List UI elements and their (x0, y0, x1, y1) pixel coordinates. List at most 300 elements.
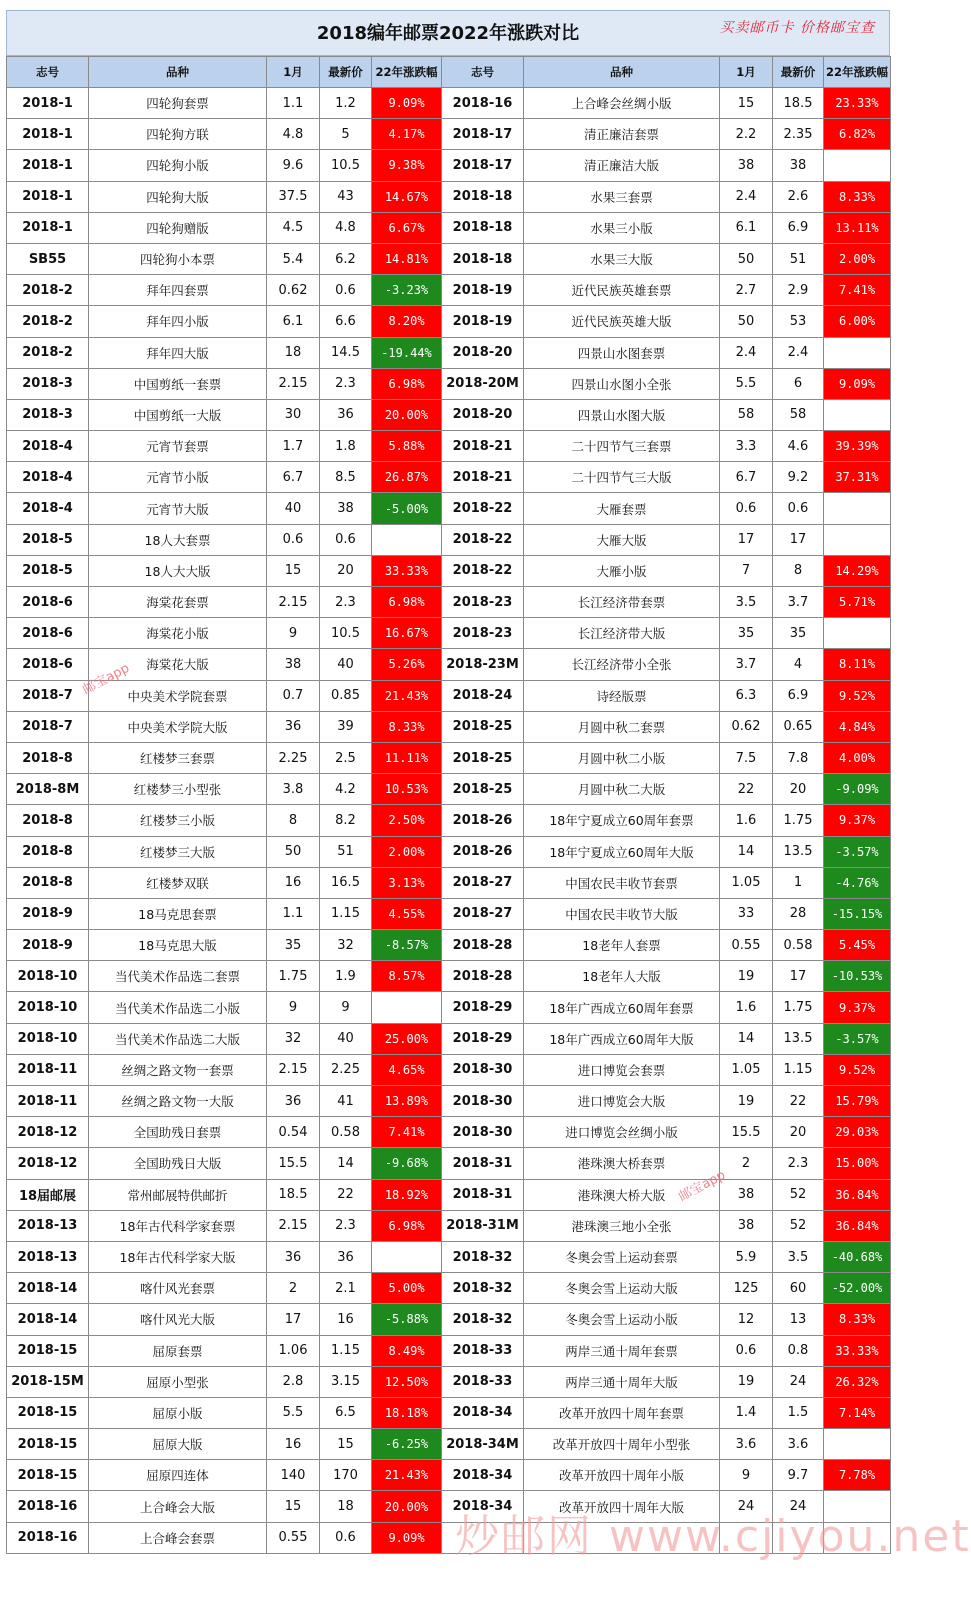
left-name-cell: 拜年四大版 (89, 337, 267, 368)
table-row (7, 462, 891, 493)
right-change-cell: 9.52% (824, 680, 891, 711)
left-change-cell: 11.11% (372, 742, 442, 773)
right-name-cell: 改革开放四十周年大版 (524, 1491, 720, 1522)
left-jan-price-cell: 2.8 (267, 1366, 320, 1397)
right-jan-price-cell: 125 (720, 1273, 773, 1304)
right-latest-price-cell: 24 (773, 1366, 824, 1397)
col-header: 22年涨跌幅 (824, 57, 891, 88)
right-change-cell: -3.57% (824, 1023, 891, 1054)
col-header: 品种 (89, 57, 267, 88)
table-row (7, 1429, 891, 1460)
left-change-cell: 8.57% (372, 961, 442, 992)
left-latest-price-cell: 16 (320, 1304, 372, 1335)
left-code-cell: 2018-7 (7, 680, 89, 711)
right-latest-price-cell: 2.9 (773, 275, 824, 306)
table-row (7, 1179, 891, 1210)
table-row (7, 961, 891, 992)
left-code-cell: 2018-15 (7, 1429, 89, 1460)
left-change-cell: 2.50% (372, 805, 442, 836)
left-jan-price-cell: 5.5 (267, 1397, 320, 1428)
right-change-cell (824, 493, 891, 524)
left-code-cell: 2018-1 (7, 88, 89, 119)
right-change-cell: 8.33% (824, 1304, 891, 1335)
left-jan-price-cell: 0.62 (267, 275, 320, 306)
left-change-cell: 16.67% (372, 618, 442, 649)
right-name-cell: 月圆中秋二小版 (524, 742, 720, 773)
right-change-cell: 39.39% (824, 431, 891, 462)
right-name-cell: 诗经版票 (524, 680, 720, 711)
left-name-cell: 中央美术学院大版 (89, 711, 267, 742)
right-code-cell: 2018-29 (442, 1023, 524, 1054)
table-row (7, 1397, 891, 1428)
left-name-cell: 丝绸之路文物一套票 (89, 1054, 267, 1085)
table-row (7, 524, 891, 555)
left-code-cell: 2018-13 (7, 1241, 89, 1272)
left-latest-price-cell: 40 (320, 1023, 372, 1054)
right-name-cell: 上合峰会丝绸小版 (524, 88, 720, 119)
right-name-cell: 进口博览会丝绸小版 (524, 1117, 720, 1148)
left-name-cell: 屈原套票 (89, 1335, 267, 1366)
right-code-cell: 2018-23 (442, 618, 524, 649)
right-code-cell: 2018-22 (442, 524, 524, 555)
right-name-cell: 两岸三通十周年大版 (524, 1366, 720, 1397)
right-latest-price-cell: 22 (773, 1086, 824, 1117)
left-code-cell: 2018-16 (7, 1491, 89, 1522)
left-code-cell: 2018-3 (7, 399, 89, 430)
right-jan-price-cell: 24 (720, 1491, 773, 1522)
left-latest-price-cell: 2.3 (320, 1210, 372, 1241)
col-header: 22年涨跌幅 (372, 57, 442, 88)
right-code-cell: 2018-26 (442, 805, 524, 836)
right-latest-price-cell: 3.6 (773, 1429, 824, 1460)
right-code-cell: 2018-34 (442, 1491, 524, 1522)
table-row (7, 774, 891, 805)
table-row (7, 1366, 891, 1397)
left-change-cell: 14.81% (372, 243, 442, 274)
right-name-cell: 冬奥会雪上运动小版 (524, 1304, 720, 1335)
left-latest-price-cell: 6.5 (320, 1397, 372, 1428)
left-name-cell: 海棠花小版 (89, 618, 267, 649)
right-change-cell: 7.78% (824, 1460, 891, 1491)
right-code-cell: 2018-31 (442, 1179, 524, 1210)
right-change-cell (824, 1429, 891, 1460)
left-name-cell: 红楼梦三大版 (89, 836, 267, 867)
left-latest-price-cell: 1.15 (320, 898, 372, 929)
right-name-cell: 月圆中秋二套票 (524, 711, 720, 742)
right-change-cell: 7.41% (824, 275, 891, 306)
right-code-cell: 2018-29 (442, 992, 524, 1023)
right-change-cell: 8.33% (824, 181, 891, 212)
right-change-cell: 9.37% (824, 805, 891, 836)
right-code-cell: 2018-19 (442, 306, 524, 337)
left-change-cell: 3.13% (372, 867, 442, 898)
left-jan-price-cell: 16 (267, 1429, 320, 1460)
left-code-cell: 2018-15 (7, 1397, 89, 1428)
left-latest-price-cell: 4.2 (320, 774, 372, 805)
right-change-cell: 14.29% (824, 555, 891, 586)
left-code-cell: 2018-13 (7, 1210, 89, 1241)
left-jan-price-cell: 2.15 (267, 587, 320, 618)
left-latest-price-cell: 22 (320, 1179, 372, 1210)
right-jan-price-cell: 14 (720, 836, 773, 867)
left-name-cell: 中国剪纸一套票 (89, 368, 267, 399)
right-name-cell: 清正廉洁套票 (524, 119, 720, 150)
right-latest-price-cell: 52 (773, 1210, 824, 1241)
right-name-cell: 水果三套票 (524, 181, 720, 212)
right-latest-price-cell: 60 (773, 1273, 824, 1304)
right-code-cell: 2018-33 (442, 1335, 524, 1366)
left-latest-price-cell: 1.15 (320, 1335, 372, 1366)
right-jan-price-cell: 1.05 (720, 867, 773, 898)
left-latest-price-cell: 32 (320, 930, 372, 961)
right-name-cell: 二十四节气三套票 (524, 431, 720, 462)
right-code-cell: 2018-34 (442, 1460, 524, 1491)
right-code-cell: 2018-30 (442, 1086, 524, 1117)
left-jan-price-cell: 35 (267, 930, 320, 961)
left-code-cell: 2018-6 (7, 618, 89, 649)
right-latest-price-cell: 24 (773, 1491, 824, 1522)
col-header: 最新价 (773, 57, 824, 88)
left-code-cell: 2018-2 (7, 337, 89, 368)
left-name-cell: 海棠花大版 (89, 649, 267, 680)
left-latest-price-cell: 40 (320, 649, 372, 680)
right-latest-price-cell: 6 (773, 368, 824, 399)
right-code-cell: 2018-18 (442, 181, 524, 212)
right-latest-price-cell: 1.75 (773, 805, 824, 836)
left-latest-price-cell: 3.15 (320, 1366, 372, 1397)
right-name-cell: 港珠澳大桥大版 (524, 1179, 720, 1210)
left-code-cell: 2018-8M (7, 774, 89, 805)
left-jan-price-cell: 37.5 (267, 181, 320, 212)
right-latest-price-cell: 8 (773, 555, 824, 586)
right-code-cell: 2018-23 (442, 587, 524, 618)
right-name-cell: 港珠澳三地小全张 (524, 1210, 720, 1241)
left-change-cell: 13.89% (372, 1086, 442, 1117)
left-code-cell: 2018-12 (7, 1117, 89, 1148)
left-jan-price-cell: 1.75 (267, 961, 320, 992)
right-code-cell: 2018-21 (442, 462, 524, 493)
right-code-cell: 2018-23M (442, 649, 524, 680)
left-code-cell: 2018-2 (7, 306, 89, 337)
left-change-cell: -6.25% (372, 1429, 442, 1460)
table-row (7, 587, 891, 618)
left-change-cell: 9.09% (372, 1522, 442, 1553)
table-row (7, 1241, 891, 1272)
table-row (7, 1273, 891, 1304)
left-jan-price-cell: 15.5 (267, 1148, 320, 1179)
right-latest-price-cell: 13.5 (773, 836, 824, 867)
right-code-cell: 2018-18 (442, 243, 524, 274)
table-row (7, 1335, 891, 1366)
right-jan-price-cell: 5.5 (720, 368, 773, 399)
right-latest-price-cell: 1.15 (773, 1054, 824, 1085)
left-latest-price-cell: 51 (320, 836, 372, 867)
right-change-cell: 15.79% (824, 1086, 891, 1117)
left-latest-price-cell: 2.3 (320, 587, 372, 618)
right-code-cell: 2018-20 (442, 399, 524, 430)
left-latest-price-cell: 14.5 (320, 337, 372, 368)
left-name-cell: 四轮狗赠版 (89, 212, 267, 243)
left-latest-price-cell: 14 (320, 1148, 372, 1179)
left-jan-price-cell: 3.8 (267, 774, 320, 805)
right-jan-price-cell: 38 (720, 1179, 773, 1210)
right-jan-price-cell: 19 (720, 1366, 773, 1397)
right-change-cell: -9.09% (824, 774, 891, 805)
right-name-cell: 长江经济带套票 (524, 587, 720, 618)
table-row (7, 181, 891, 212)
right-latest-price-cell: 35 (773, 618, 824, 649)
right-name-cell: 进口博览会大版 (524, 1086, 720, 1117)
col-header: 1月 (267, 57, 320, 88)
left-name-cell: 四轮狗小本票 (89, 243, 267, 274)
left-name-cell: 喀什风光套票 (89, 1273, 267, 1304)
right-latest-price-cell: 2.6 (773, 181, 824, 212)
left-name-cell: 屈原大版 (89, 1429, 267, 1460)
left-code-cell: 2018-9 (7, 898, 89, 929)
right-latest-price-cell: 4.6 (773, 431, 824, 462)
left-name-cell: 18马克思套票 (89, 898, 267, 929)
right-name-cell: 四景山水图套票 (524, 337, 720, 368)
col-header: 志号 (7, 57, 89, 88)
left-change-cell (372, 1241, 442, 1272)
left-jan-price-cell: 140 (267, 1460, 320, 1491)
left-code-cell: 2018-8 (7, 805, 89, 836)
right-name-cell: 18年宁夏成立60周年套票 (524, 805, 720, 836)
right-change-cell (824, 618, 891, 649)
left-code-cell: 2018-9 (7, 930, 89, 961)
left-name-cell: 屈原小型张 (89, 1366, 267, 1397)
left-name-cell: 元宵节大版 (89, 493, 267, 524)
right-change-cell: 9.09% (824, 368, 891, 399)
right-latest-price-cell: 17 (773, 524, 824, 555)
right-change-cell: 37.31% (824, 462, 891, 493)
left-latest-price-cell: 0.6 (320, 275, 372, 306)
left-latest-price-cell: 0.6 (320, 1522, 372, 1553)
left-change-cell: 5.26% (372, 649, 442, 680)
right-jan-price-cell: 9 (720, 1460, 773, 1491)
right-jan-price-cell: 2.4 (720, 181, 773, 212)
left-code-cell: 2018-12 (7, 1148, 89, 1179)
site-watermark: 炒邮网 www.cjiyou.net (455, 1511, 971, 1562)
table-row (7, 1117, 891, 1148)
table-row (7, 275, 891, 306)
left-latest-price-cell: 6.6 (320, 306, 372, 337)
left-code-cell: 2018-11 (7, 1054, 89, 1085)
left-name-cell: 18马克思大版 (89, 930, 267, 961)
left-change-cell: 21.43% (372, 1460, 442, 1491)
right-jan-price-cell: 19 (720, 961, 773, 992)
right-name-cell: 大雁大版 (524, 524, 720, 555)
left-change-cell: 4.17% (372, 119, 442, 150)
right-jan-price-cell: 3.5 (720, 587, 773, 618)
left-name-cell: 海棠花套票 (89, 587, 267, 618)
left-latest-price-cell: 2.1 (320, 1273, 372, 1304)
left-name-cell: 拜年四套票 (89, 275, 267, 306)
left-latest-price-cell: 8.2 (320, 805, 372, 836)
left-jan-price-cell: 18 (267, 337, 320, 368)
left-name-cell: 四轮狗大版 (89, 181, 267, 212)
left-name-cell: 上合峰会套票 (89, 1522, 267, 1553)
left-change-cell: 18.18% (372, 1397, 442, 1428)
right-name-cell: 近代民族英雄套票 (524, 275, 720, 306)
left-change-cell: 2.00% (372, 836, 442, 867)
left-latest-price-cell: 2.25 (320, 1054, 372, 1085)
right-jan-price-cell: 35 (720, 618, 773, 649)
left-name-cell: 当代美术作品选二小版 (89, 992, 267, 1023)
left-latest-price-cell: 10.5 (320, 150, 372, 181)
left-name-cell: 屈原小版 (89, 1397, 267, 1428)
col-header: 品种 (524, 57, 720, 88)
right-name-cell: 大雁小版 (524, 555, 720, 586)
left-latest-price-cell: 2.5 (320, 742, 372, 773)
table-row (7, 243, 891, 274)
table-row (7, 930, 891, 961)
right-latest-price-cell: 3.7 (773, 587, 824, 618)
right-change-cell: 26.32% (824, 1366, 891, 1397)
right-jan-price-cell: 3.7 (720, 649, 773, 680)
left-jan-price-cell: 38 (267, 649, 320, 680)
right-jan-price-cell: 2 (720, 1148, 773, 1179)
right-latest-price-cell: 6.9 (773, 212, 824, 243)
right-change-cell: 6.00% (824, 306, 891, 337)
right-change-cell: 4.00% (824, 742, 891, 773)
right-change-cell: 7.14% (824, 1397, 891, 1428)
header-row (7, 57, 891, 88)
left-name-cell: 丝绸之路文物一大版 (89, 1086, 267, 1117)
right-code-cell: 2018-34 (442, 1397, 524, 1428)
right-latest-price-cell: 1.75 (773, 992, 824, 1023)
right-change-cell (824, 399, 891, 430)
right-code-cell: 2018-20M (442, 368, 524, 399)
left-change-cell (372, 992, 442, 1023)
left-change-cell: 6.98% (372, 368, 442, 399)
right-jan-price-cell: 1.4 (720, 1397, 773, 1428)
left-name-cell: 中央美术学院套票 (89, 680, 267, 711)
slogan: 买卖邮币卡 价格邮宝查 (719, 20, 875, 36)
right-jan-price-cell: 7.5 (720, 742, 773, 773)
right-code-cell: 2018-24 (442, 680, 524, 711)
left-name-cell: 红楼梦三小版 (89, 805, 267, 836)
table-row (7, 399, 891, 430)
left-code-cell: SB55 (7, 243, 89, 274)
left-code-cell: 2018-8 (7, 836, 89, 867)
price-table (6, 56, 891, 1554)
left-code-cell: 2018-7 (7, 711, 89, 742)
right-change-cell (824, 337, 891, 368)
left-code-cell: 2018-11 (7, 1086, 89, 1117)
right-change-cell: 5.71% (824, 587, 891, 618)
right-jan-price-cell: 58 (720, 399, 773, 430)
right-name-cell: 清正廉洁大版 (524, 150, 720, 181)
right-jan-price-cell: 3.6 (720, 1429, 773, 1460)
right-jan-price-cell: 50 (720, 306, 773, 337)
right-latest-price-cell: 51 (773, 243, 824, 274)
left-change-cell: 8.33% (372, 711, 442, 742)
left-change-cell: 25.00% (372, 1023, 442, 1054)
left-jan-price-cell: 9.6 (267, 150, 320, 181)
left-change-cell: 4.65% (372, 1054, 442, 1085)
left-jan-price-cell: 1.06 (267, 1335, 320, 1366)
right-jan-price-cell: 0.6 (720, 493, 773, 524)
left-jan-price-cell: 30 (267, 399, 320, 430)
left-name-cell: 当代美术作品选二套票 (89, 961, 267, 992)
right-change-cell: -15.15% (824, 898, 891, 929)
left-jan-price-cell: 1.1 (267, 88, 320, 119)
right-code-cell: 2018-30 (442, 1054, 524, 1085)
table-row (7, 555, 891, 586)
left-jan-price-cell: 8 (267, 805, 320, 836)
right-name-cell: 月圆中秋二大版 (524, 774, 720, 805)
table-row (7, 431, 891, 462)
left-name-cell: 18年古代科学家套票 (89, 1210, 267, 1241)
right-name-cell: 水果三小版 (524, 212, 720, 243)
left-code-cell: 2018-15 (7, 1460, 89, 1491)
right-latest-price-cell: 13 (773, 1304, 824, 1335)
left-latest-price-cell: 170 (320, 1460, 372, 1491)
left-latest-price-cell: 16.5 (320, 867, 372, 898)
right-change-cell: 5.45% (824, 930, 891, 961)
left-jan-price-cell: 2.15 (267, 1210, 320, 1241)
table-row (7, 649, 891, 680)
left-change-cell (372, 524, 442, 555)
right-code-cell: 2018-27 (442, 867, 524, 898)
right-latest-price-cell: 4 (773, 649, 824, 680)
right-jan-price-cell: 17 (720, 524, 773, 555)
left-latest-price-cell: 15 (320, 1429, 372, 1460)
left-change-cell: 4.55% (372, 898, 442, 929)
watermark: 邮宝app (80, 660, 132, 698)
right-change-cell: -52.00% (824, 1273, 891, 1304)
right-change-cell: 23.33% (824, 88, 891, 119)
right-change-cell (824, 524, 891, 555)
right-change-cell: -3.57% (824, 836, 891, 867)
left-name-cell: 红楼梦双联 (89, 867, 267, 898)
table-row (7, 742, 891, 773)
left-name-cell: 元宵节小版 (89, 462, 267, 493)
right-jan-price-cell: 2.7 (720, 275, 773, 306)
right-name-cell: 长江经济带大版 (524, 618, 720, 649)
left-change-cell: 9.09% (372, 88, 442, 119)
right-name-cell: 四景山水图小全张 (524, 368, 720, 399)
right-latest-price-cell: 0.65 (773, 711, 824, 742)
right-jan-price-cell: 3.3 (720, 431, 773, 462)
left-code-cell: 2018-2 (7, 275, 89, 306)
left-jan-price-cell: 6.7 (267, 462, 320, 493)
left-jan-price-cell: 5.4 (267, 243, 320, 274)
table-row (7, 618, 891, 649)
right-jan-price-cell: 0.55 (720, 930, 773, 961)
right-name-cell: 18老年人大版 (524, 961, 720, 992)
left-change-cell: -5.88% (372, 1304, 442, 1335)
left-latest-price-cell: 1.9 (320, 961, 372, 992)
right-jan-price-cell: 38 (720, 1210, 773, 1241)
left-code-cell: 2018-6 (7, 587, 89, 618)
left-code-cell: 2018-4 (7, 431, 89, 462)
right-change-cell: 29.03% (824, 1117, 891, 1148)
left-jan-price-cell: 36 (267, 1241, 320, 1272)
right-name-cell: 中国农民丰收节套票 (524, 867, 720, 898)
table-row (7, 1054, 891, 1085)
right-latest-price-cell: 18.5 (773, 88, 824, 119)
left-code-cell: 2018-4 (7, 493, 89, 524)
left-code-cell: 2018-5 (7, 524, 89, 555)
right-jan-price-cell: 50 (720, 243, 773, 274)
right-latest-price-cell: 20 (773, 774, 824, 805)
left-change-cell: -19.44% (372, 337, 442, 368)
left-jan-price-cell: 9 (267, 618, 320, 649)
right-name-cell: 18年广西成立60周年大版 (524, 1023, 720, 1054)
table-row (7, 805, 891, 836)
